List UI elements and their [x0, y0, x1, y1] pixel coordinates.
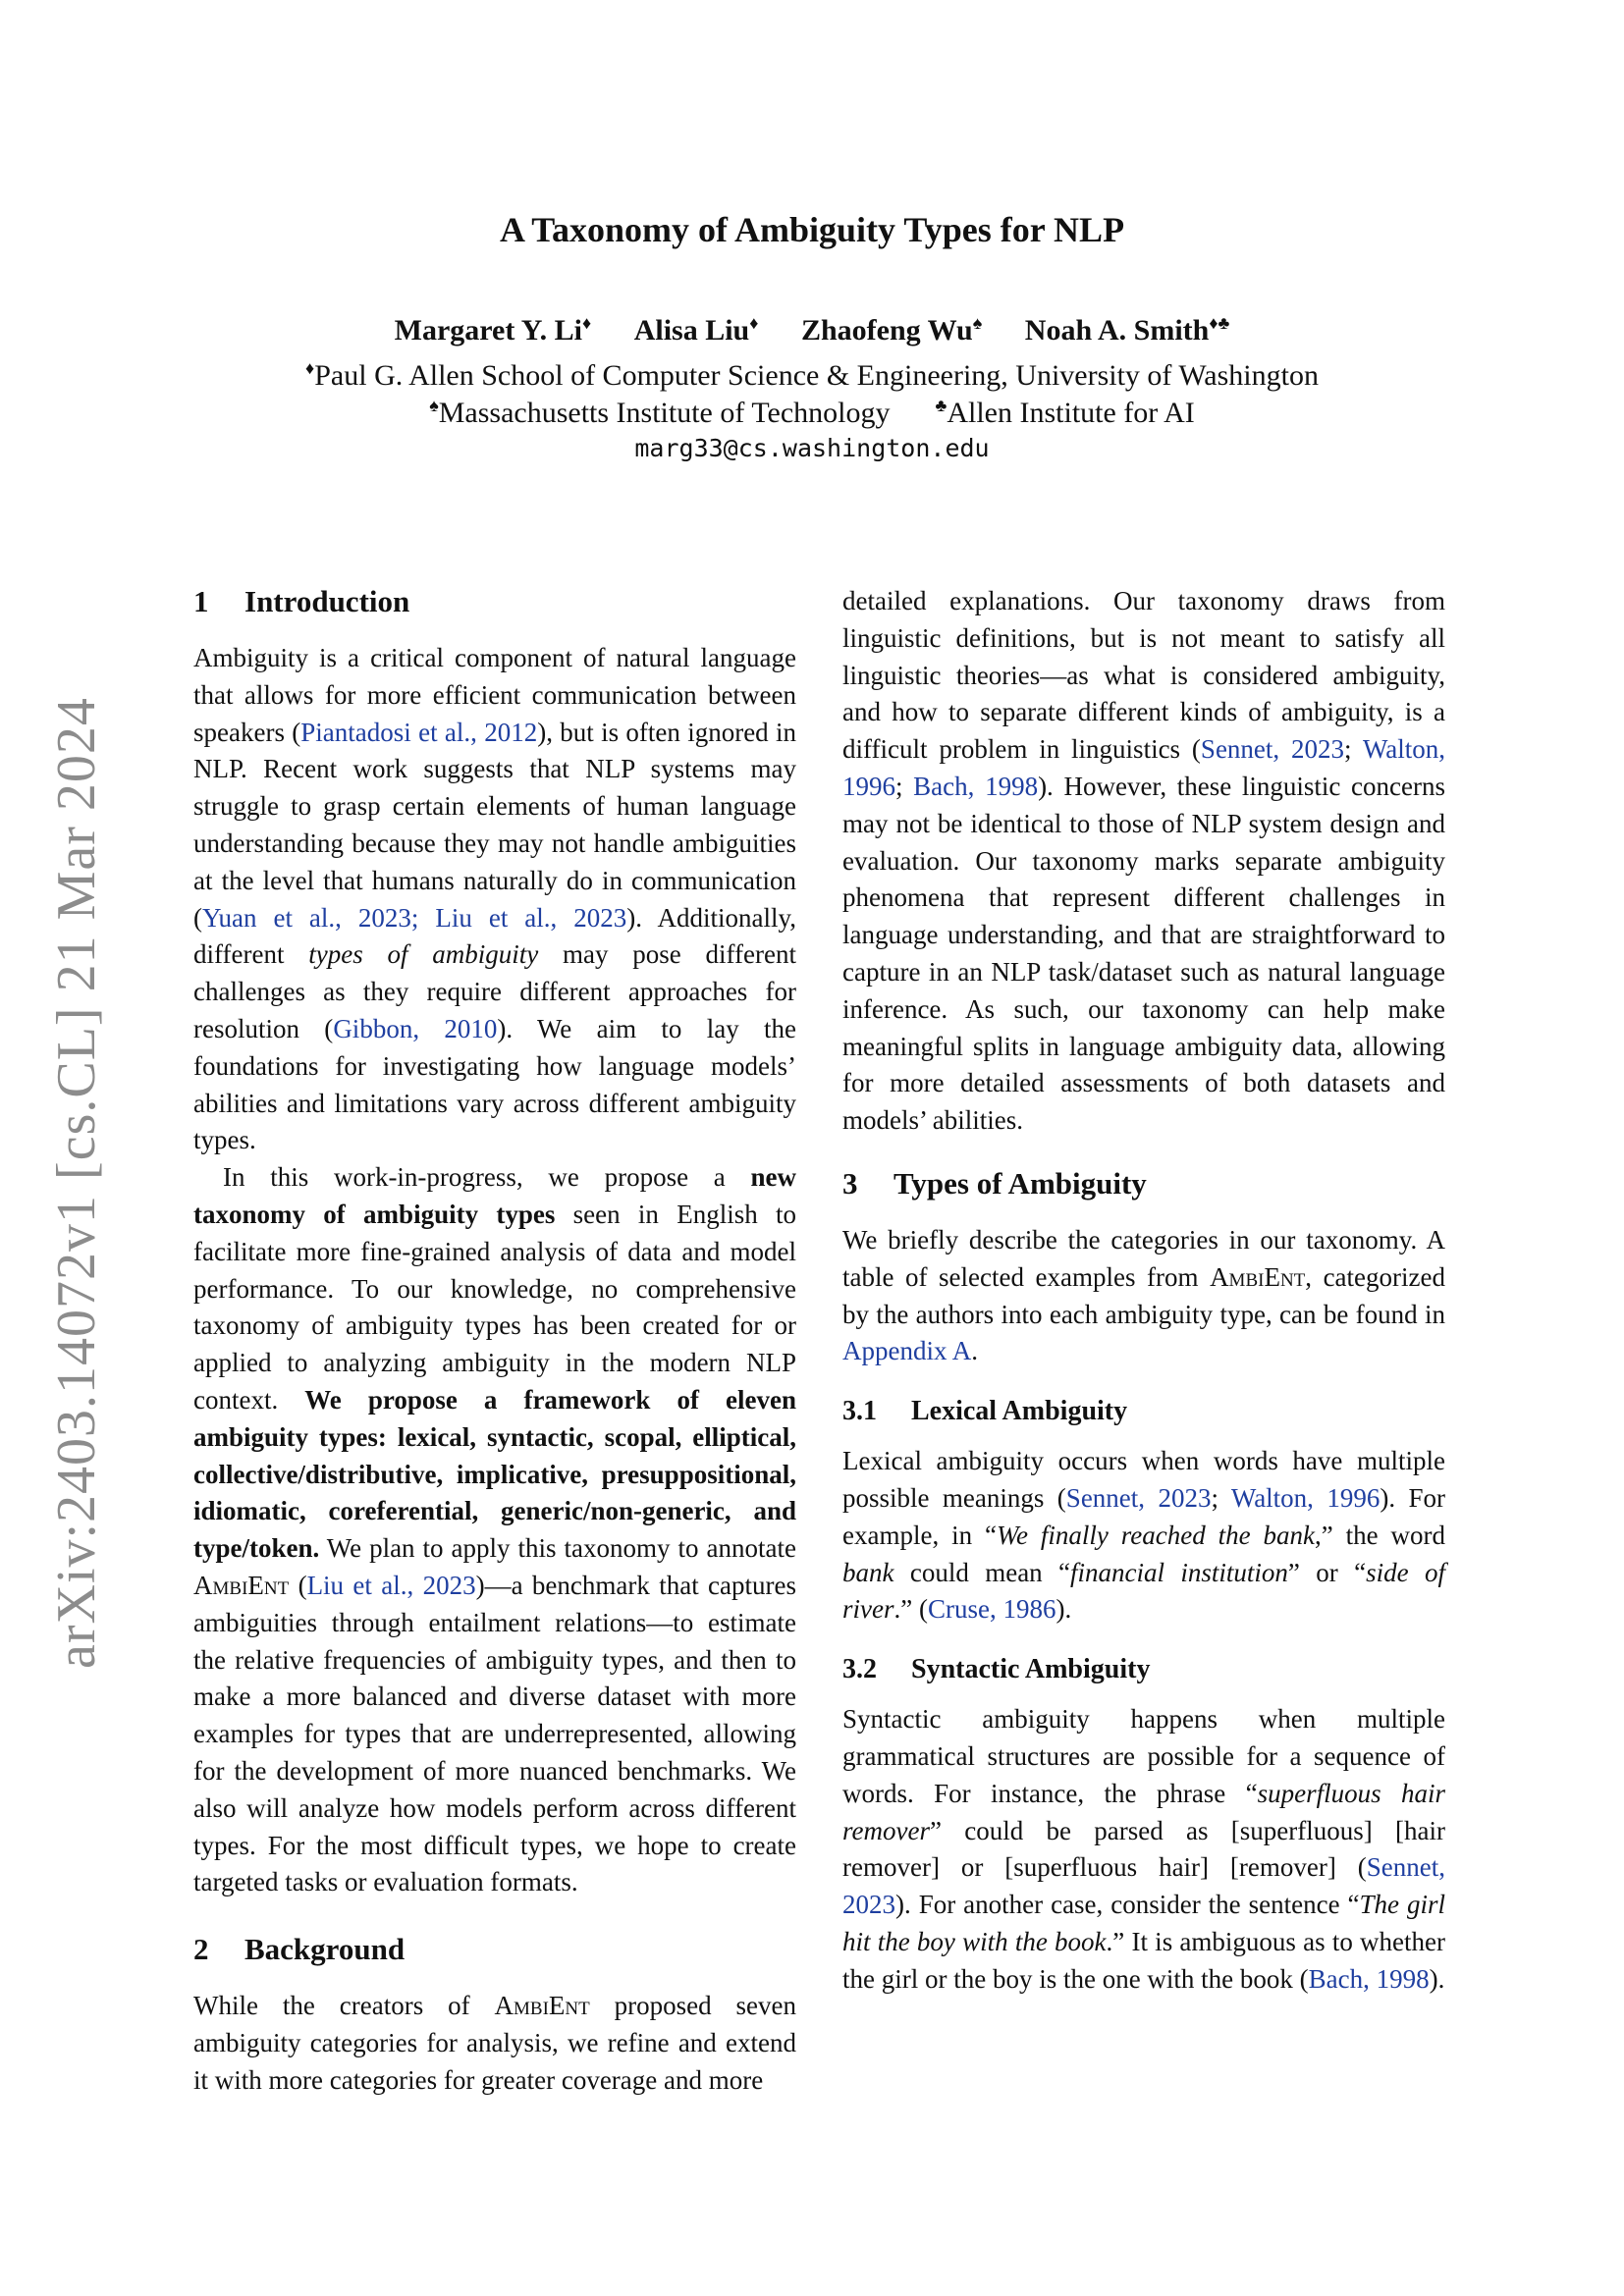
section-heading-background: 2 Background — [193, 1932, 406, 1967]
section-heading-introduction: 1 Introduction — [193, 584, 410, 618]
author-name: Alisa Liu♦ — [633, 313, 759, 347]
affiliation-uw: ♦Paul G. Allen School of Computer Science & Engineering, University of Washington — [305, 358, 1319, 392]
background-paragraph-1: While the creators of AmbiEnt proposed seven ambiguity categories for analysis, we refine and extend it with more categories for greater coverage and more — [193, 1991, 796, 2095]
affiliation-mit: ♠Massachusetts Institute of Technology — [429, 396, 891, 429]
right-column — [842, 1165, 1445, 1999]
citation-link[interactable]: 1996 — [842, 771, 895, 801]
citation-link[interactable]: Yuan et al., 2023; Liu et al., 2023 — [202, 902, 627, 933]
author-name: Noah A. Smith♦♣ — [1024, 313, 1230, 347]
citation-link[interactable]: Sennet, 2023 — [1065, 1482, 1212, 1513]
citation-link[interactable]: Walton, 1996 — [1230, 1482, 1380, 1513]
citation-link[interactable]: 1998 — [974, 771, 1039, 801]
arxiv-sidebar-stamp: arXiv:2403.14072v1 [cs.CL] 21 Mar 2024 — [46, 697, 107, 1669]
author-name: Zhaofeng Wu♠ — [800, 313, 983, 347]
citation-link[interactable]: Sennet, 2023 — [842, 1852, 1445, 1920]
author-list — [0, 312, 1624, 349]
citation-link[interactable]: Cruse, 1986 — [927, 1594, 1056, 1625]
types-paragraph-1: We briefly describe the categories in our taxonomy. A table of selected examples from AmbiEnt, categorized by the authors into each ambiguity type, can be found in Appendix A. — [842, 1225, 1445, 1366]
intro-paragraph-2: In this work-in-progress, we propose a new taxonomy of ambiguity types seen in English to facilitate more fine-grained analysis of data and model performance. To our knowledge, no comprehensive taxonomy of ambiguity types has been created for or applied to analyzing ambiguity in the modern NLP context. We propose a framework of eleven ambiguity types: lexical, syntactic, scopal, elliptical, collective/distributive, implicative, presuppositional, idiomatic, coreferential, generic/non-generic, and type/token. We plan to apply this taxonomy to annotate AmbiEnt (Liu et al., 2023)—a benchmark that captures ambiguities through entailment relations—to estimate the relative frequencies of ambiguity types, and then to make a more balanced and diverse dataset with more examples for types that are underrepresented, allowing for the development of more nuanced benchmarks. We also will analyze how models perform across different types. For the most difficult types, we hope to create targeted tasks or evaluation formats. — [193, 1162, 797, 1897]
syntactic-paragraph-1: Syntactic ambiguity happens when multiple grammatical structures are possible for a sequence of words. For instance, the phrase “superfluous hair remover” could be parsed as [superfluous] [hair remover] or [superfluous hair] [remover] (Sennet, 2023). For another case, consider the sentence “The girl hit the boy with the book.” It is ambiguous as to whether the girl or the boy is the one with the book (Bach, 1998). — [842, 1704, 1445, 1994]
section-heading-types: 3 Types of Ambiguity — [842, 1166, 1147, 1201]
citation-link[interactable]: Bach, 1998 — [1308, 1963, 1430, 1994]
citation-link[interactable]: Walton, — [1362, 734, 1446, 765]
affiliation-ai2: ♣Allen Institute for AI — [935, 396, 1195, 429]
affiliation-line-2 — [0, 395, 1624, 432]
author-email[interactable]: marg33@cs.washington.edu — [634, 434, 990, 462]
right-column-continuation — [842, 583, 1445, 1140]
citation-link[interactable]: Sennet, — [1200, 734, 1280, 765]
citation-link[interactable]: Gibbon, 2010 — [333, 1013, 498, 1043]
appendix-link[interactable]: Appendix A — [842, 1336, 972, 1366]
citation-link[interactable]: Bach, — [913, 771, 975, 801]
lexical-paragraph-1: Lexical ambiguity occurs when words have multiple possible meanings (Sennet, 2023; Walton, 1996). For example, in “We finally reached the bank,” the word bank could mean “financial institution” or “side of river.” (Cruse, 1986). — [842, 1446, 1445, 1625]
paper-title: A Taxonomy of Ambiguity Types for NLP — [499, 210, 1125, 249]
citation-link[interactable]: 2023 — [1279, 734, 1345, 765]
author-name: Margaret Y. Li♦ — [394, 313, 592, 347]
background-paragraph-1-continued: detailed explanations. Our taxonomy draws from linguistic definitions, but is not meant to satisfy all linguistic theories—as what is considered ambiguity, and how to separate different kinds of ambiguity, is a difficult problem in linguistics (Sennet, 2023; Walton, 1996; Bach, 1998). However, these linguistic concerns may not be identical to those of NLP system design and evaluation. Our taxonomy marks separate ambiguity phenomena that represent different challenges in language understanding, and that are straightforward to capture in an NLP task/dataset such as natural language inference. As such, our taxonomy can help make meaningful splits in language ambiguity data, allowing for more detailed assessments of both datasets and models’ abilities. — [842, 586, 1446, 1136]
citation-link[interactable]: Liu et al., 2023 — [306, 1570, 476, 1600]
subsection-heading-lexical: 3.1 Lexical Ambiguity — [842, 1396, 1128, 1427]
intro-paragraph-1: Ambiguity is a critical component of natural language that allows for more efficient communication between speakers (Piantadosi et al., 2012), but is often ignored in NLP. Recent work suggests that NLP systems may struggle to grasp certain elements of human language understanding because they may not handle ambiguities at the level that humans naturally do in communication (Yuan et al., 2023; Liu et al., 2023). Additionally, different types of ambiguity may pose different challenges as they require different approaches for resolution (Gibbon, 2010). We aim to lay the foundations for investigating how language models’ abilities and limitations vary across different ambiguity types. — [193, 643, 797, 1155]
subsection-heading-syntactic: 3.2 Syntactic Ambiguity — [842, 1654, 1151, 1685]
citation-link[interactable]: Piantadosi et al., 2012 — [300, 717, 538, 747]
left-column — [193, 583, 796, 2099]
